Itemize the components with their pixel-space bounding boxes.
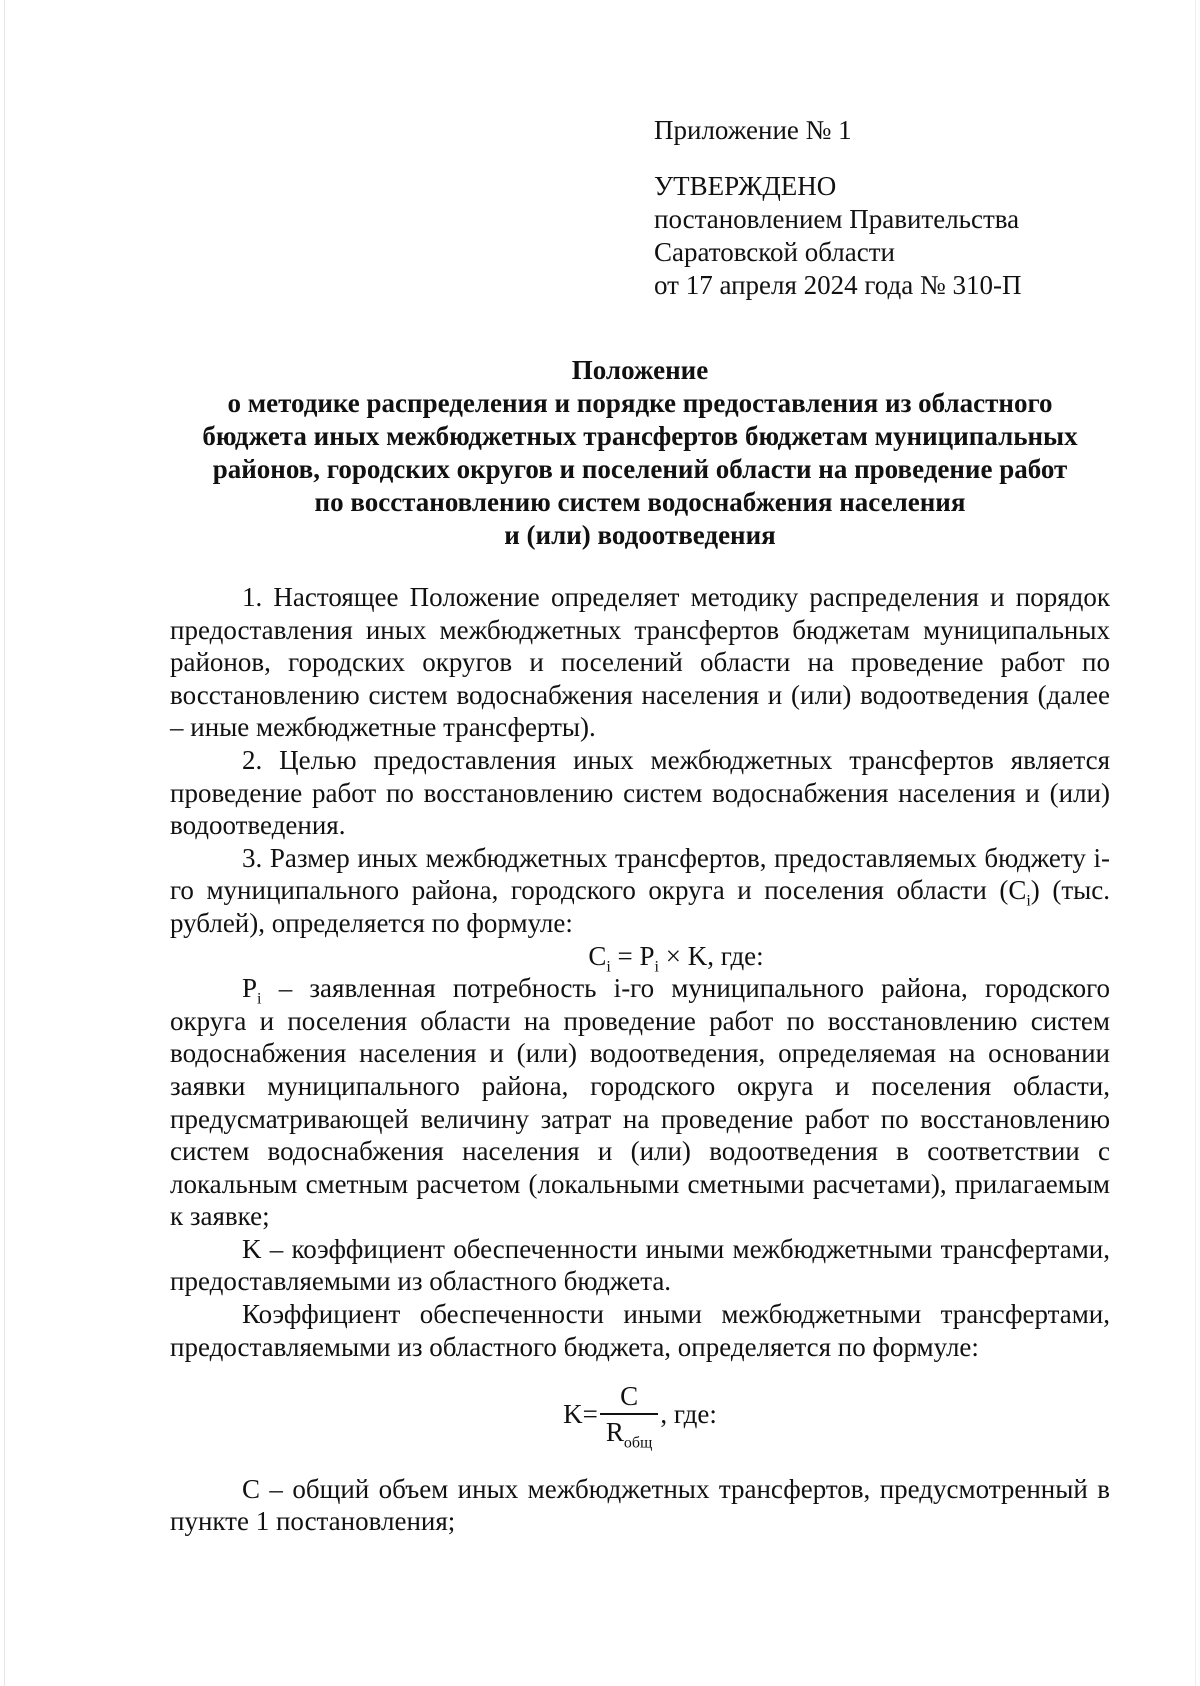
formula-k-denominator — [600, 1415, 658, 1452]
approval-line-2: Саратовской области — [654, 237, 895, 267]
definition-pi-symbol: P — [242, 973, 258, 1004]
annex-number: Приложение № 1 — [654, 115, 852, 145]
title-heading: Положение — [571, 355, 709, 385]
formula-ci-rest: × K, где: — [658, 940, 764, 971]
paragraph-3-text-a: 3. Размер иных межбюджетных трансфертов, предоставляемых бюджету i-го муниципального района, городского округа и поселения области (С — [170, 842, 1110, 906]
title-line-2: бюджета иных межбюджетных трансфертов бюджетам муниципальных — [202, 421, 1078, 451]
formula-k-fraction — [600, 1379, 658, 1452]
title-line-3: районов, городских округов и поселений области на проведение работ — [212, 454, 1068, 484]
paragraph-1: 1. Настоящее Положение определяет методику распределения и порядок предоставления иных межбюджетных трансфертов бюджетам муниципальных районов, городских округов и поселений области на проведение работ по восстановлению систем водоснабжения населения и (или) водоотведения (далее – иные межбюджетные трансферты). — [170, 582, 1110, 743]
approval-line-1: постановлением Правительства — [654, 204, 1020, 234]
paragraph-3 — [170, 842, 1110, 940]
approved-stamp-text: УТВЕРЖДЕНО — [654, 171, 837, 201]
scan-edge-right — [1195, 0, 1196, 1686]
definition-pi — [170, 972, 1110, 1233]
formula-ci-eq: = P — [610, 940, 655, 971]
paragraph-3-text-b: ) (тыс. рублей), определяется по формуле: — [170, 875, 1111, 938]
scan-edge-left — [4, 0, 5, 1686]
formula-ci-lhs-sub: i — [606, 957, 611, 975]
definition-k: K – коэффициент обеспеченности иными межбюджетными трансфертами, предоставляемыми из областного бюджета. — [170, 1233, 1110, 1297]
formula-k-tail: , где: — [660, 1398, 717, 1429]
formula-k-den-symbol: R — [605, 1416, 624, 1447]
definition-c: C – общий объем иных межбюджетных трансфертов, предусмотренный в пункте 1 постановления; — [170, 1473, 1110, 1537]
title-line-1: о методике распределения и порядке предоставления из областного — [227, 388, 1053, 418]
document-title — [170, 354, 1110, 552]
formula-ci-p-sub: i — [654, 957, 659, 975]
approval-line-3: от 17 апреля 2024 года № 310-П — [654, 270, 1022, 300]
formula-k — [170, 1379, 1110, 1452]
formula-ci — [170, 940, 1110, 973]
formula-k-lhs: K= — [563, 1398, 598, 1429]
formula-k-den-sub: общ — [623, 1434, 653, 1452]
k-formula-intro: Коэффициент обеспеченности иными межбюджетными трансфертами, предоставляемыми из областного бюджета, определяется по формуле: — [170, 1299, 1110, 1362]
title-line-5: и (или) водоотведения — [504, 520, 776, 550]
paragraph-2: 2. Целью предоставления иных межбюджетных трансфертов является проведение работ по восстановлению систем водоснабжения населения и (или) водоотведения. — [170, 744, 1110, 841]
title-line-4: по восстановлению систем водоснабжения населения — [314, 487, 966, 517]
definition-pi-sub: i — [257, 990, 262, 1008]
formula-ci-lhs: C — [588, 940, 607, 971]
definition-pi-text: – заявленная потребность i-го муниципального района, городского округа и поселения области на проведение работ по восстановлению систем водоснабжения населения и (или) водоотведения, определяемая на основании заявки муниципального района, городского округа и поселения области, предусматривающей величину затрат на проведение работ по восстановлению систем водоснабжения населения и (или) водоотведения в соответствии с локальным сметным расчетом (локальными сметными расчетами), прилагаемым к заявке; — [170, 973, 1110, 1232]
document-body — [170, 581, 1110, 1538]
paragraph-3-subscript: i — [1026, 892, 1031, 910]
approval-block — [654, 114, 1022, 302]
formula-k-numerator: C — [620, 1381, 639, 1412]
